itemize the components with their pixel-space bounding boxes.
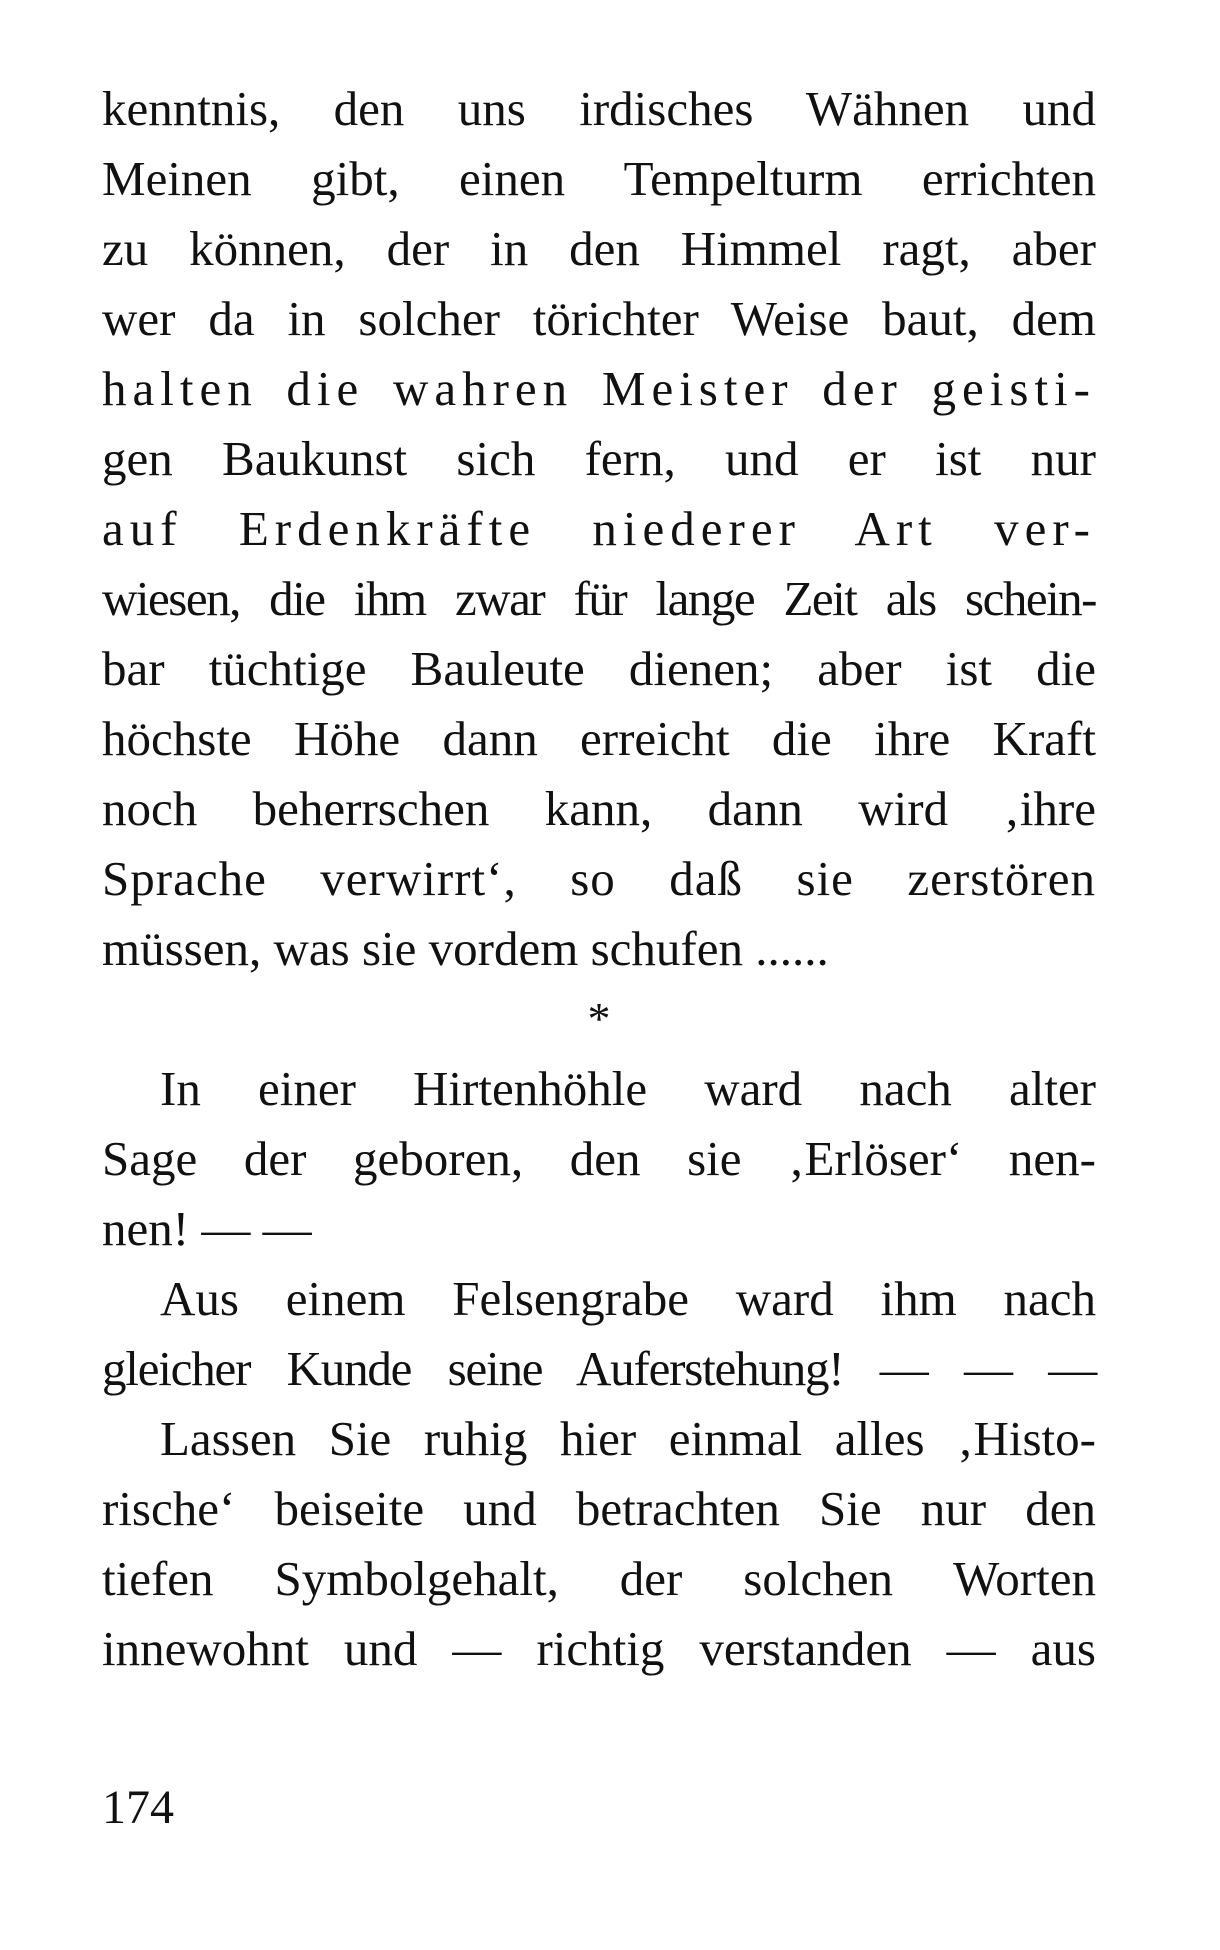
text-line: tiefen Symbolgehalt, der solchen Worten [102,1551,1096,1606]
text-line: nen! — — [102,1201,312,1256]
text-line: wiesen, die ihm zwar für lange Zeit als schein- [102,571,1096,626]
text-line: halten die wahren Meister der geisti- [102,361,1096,416]
text-line: Lassen Sie ruhig hier einmal alles ‚Histo- [160,1411,1096,1466]
text-line: noch beherrschen kann, dann wird ‚ihre [102,781,1096,836]
page-text-block [102,74,1096,1684]
text-line: In einer Hirtenhöhle ward nach alter [160,1061,1096,1116]
text-line: kenntnis, den uns irdisches Wähnen und [102,81,1096,136]
text-line: zu können, der in den Himmel ragt, aber [102,221,1096,276]
text-line: Sage der geboren, den sie ‚Erlöser‘ nen- [102,1131,1096,1186]
text-line: bar tüchtige Bauleute dienen; aber ist die [102,641,1096,696]
text-line: müssen, was sie vordem schufen ...... [102,921,829,976]
text-line: Meinen gibt, einen Tempelturm errichten [102,151,1096,206]
text-line: gen Baukunst sich fern, und er ist nur [102,431,1096,486]
text-line: höchste Höhe dann erreicht die ihre Kraft [102,711,1096,766]
text-line: rische‘ beiseite und betrachten Sie nur den [102,1481,1096,1536]
text-line: auf Erdenkräfte niederer Art ver- [102,501,1096,556]
section-separator: * [587,993,611,1044]
text-line: Aus einem Felsengrabe ward ihm nach [160,1271,1096,1326]
text-line: innewohnt und — richtig verstanden — aus [102,1621,1096,1676]
text-line: gleicher Kunde seine Auferstehung! — — — [102,1341,1096,1396]
page-number: 174 [102,1781,174,1834]
text-line: wer da in solcher törichter Weise baut, dem [102,291,1096,346]
text-line: Sprache verwirrt‘, so daß sie zerstören [102,851,1096,906]
